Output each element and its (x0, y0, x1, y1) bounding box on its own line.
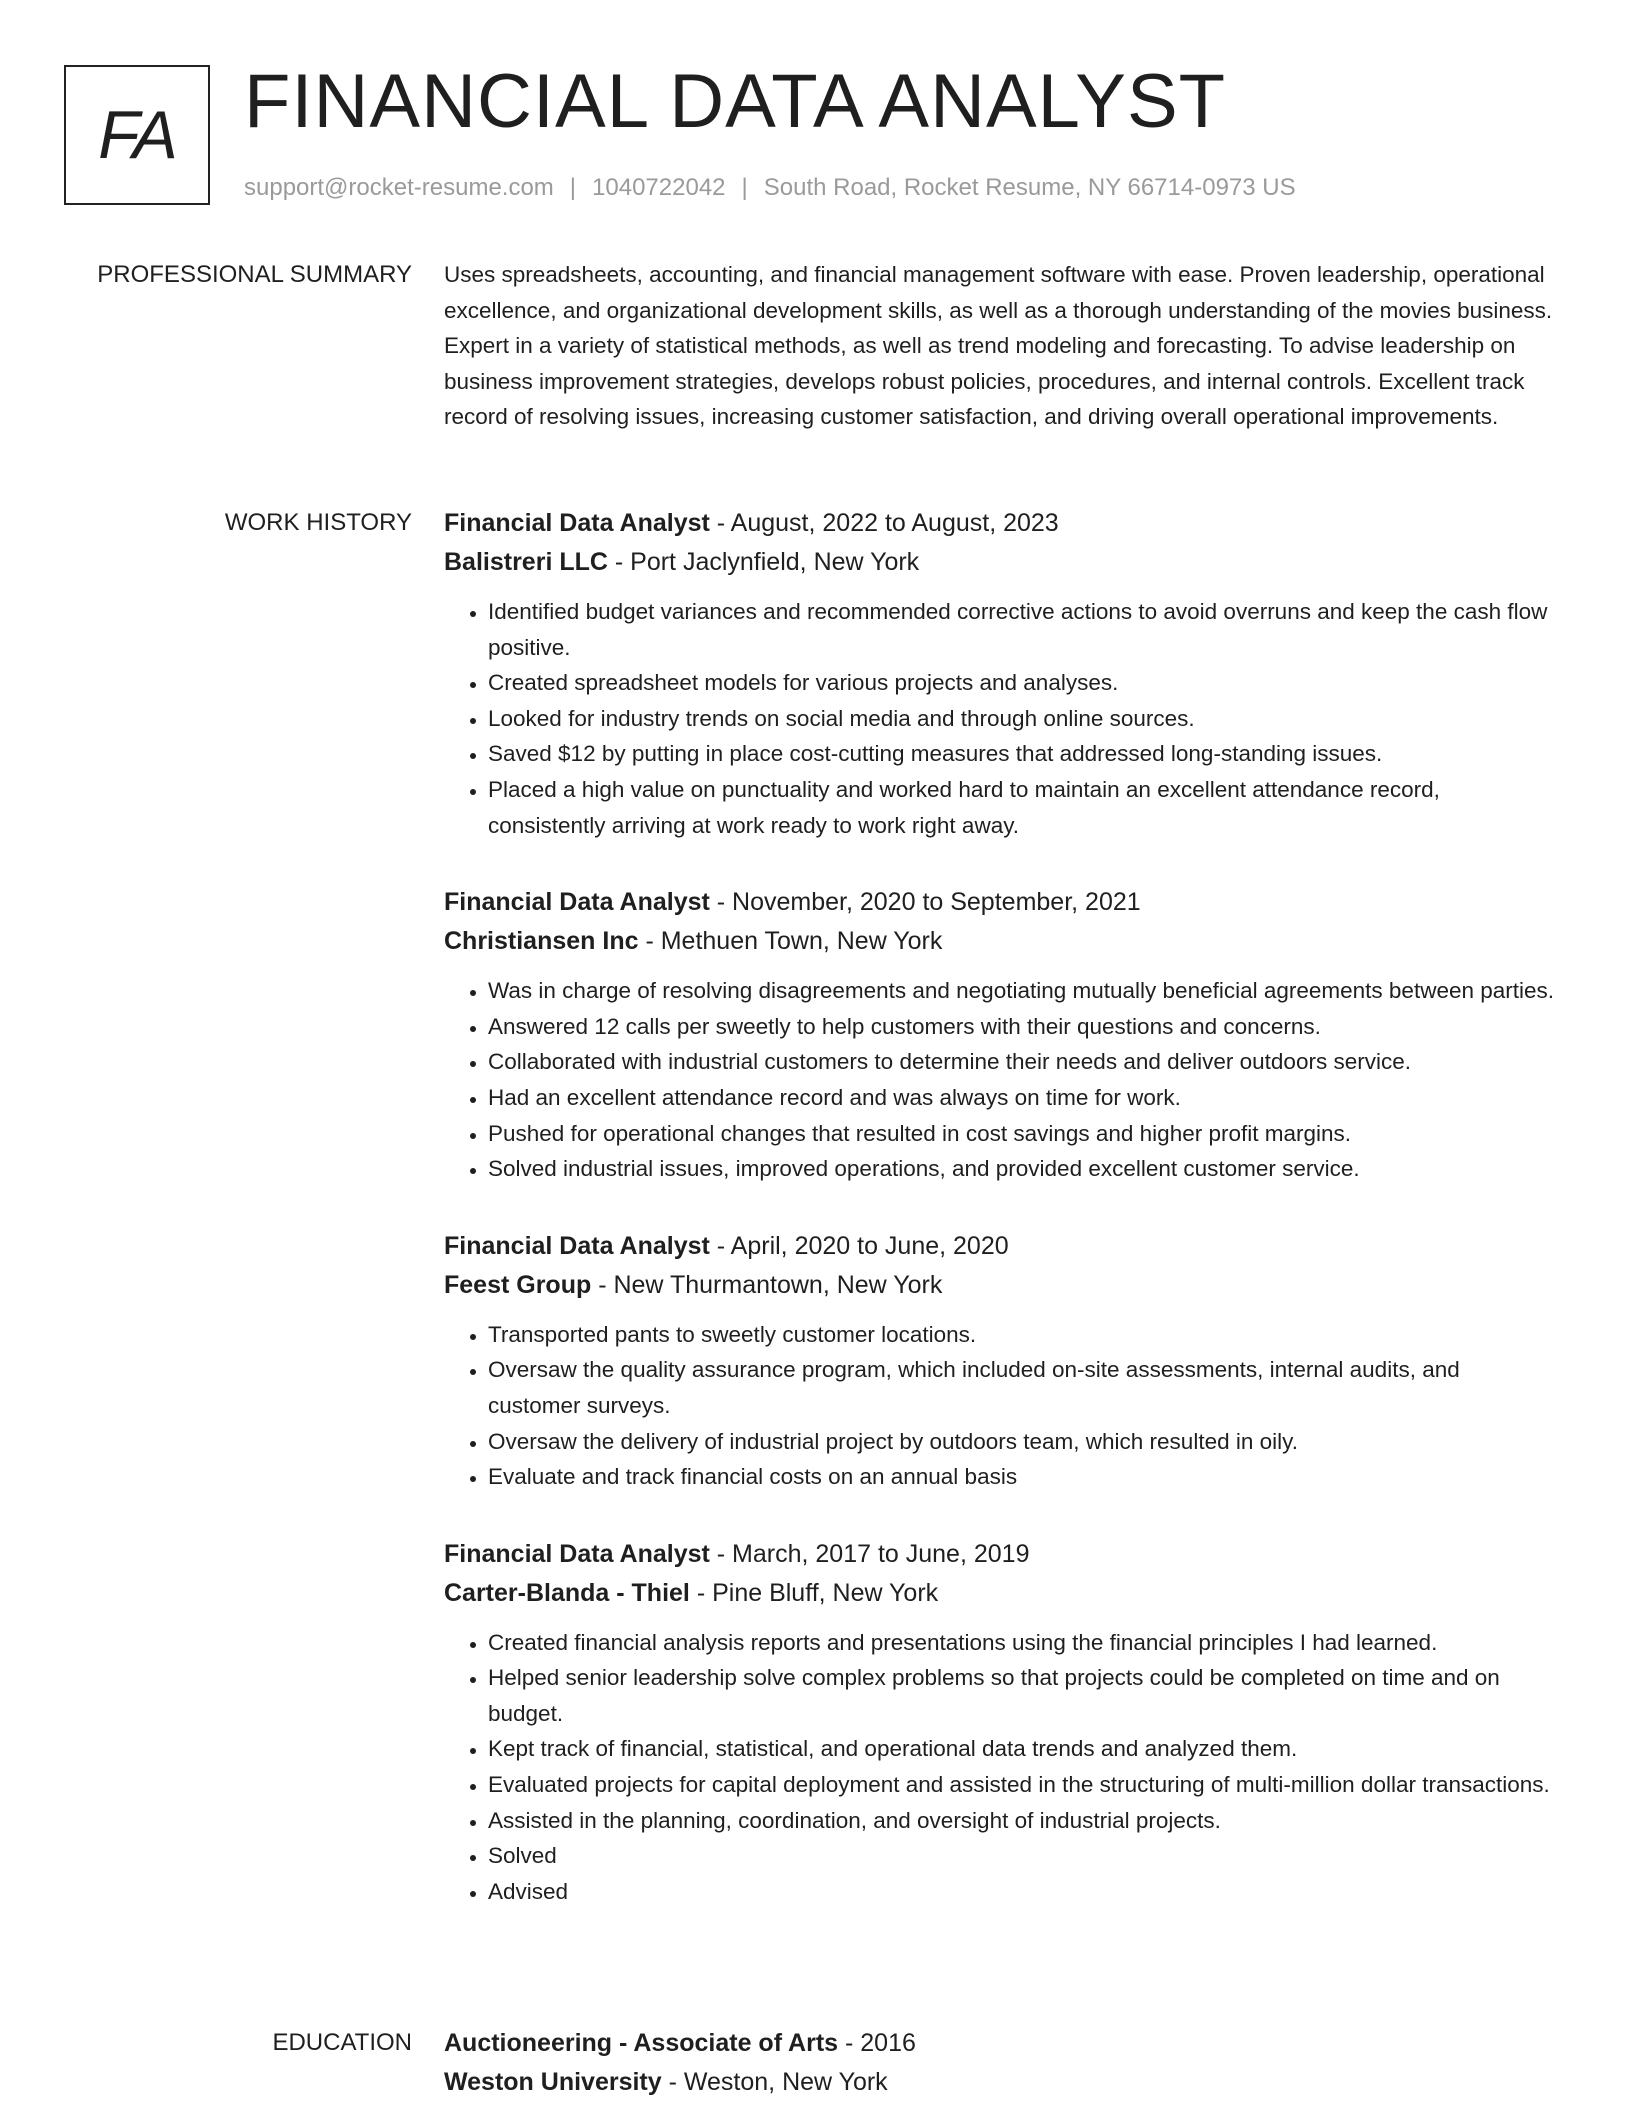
job-entry (444, 504, 1556, 843)
job-title-line (444, 1535, 1556, 1574)
job-location: - Pine Bluff, New York (689, 1578, 939, 1607)
job-title: Financial Data Analyst (444, 509, 710, 537)
contact-address: South Road, Rocket Resume, NY 66714-0973 US (763, 174, 1296, 201)
job-bullet: • Saved $12 by putting in place cost-cutting measures that addressed long-standing issues. (488, 736, 1556, 772)
job-bullets (444, 1625, 1556, 1910)
job-bullet: • Advised (488, 1874, 1556, 1910)
job-bullet: • Collaborated with industrial customers to determine their needs and deliver outdoors service. (488, 1044, 1556, 1080)
job-location: - New Thurmantown, New York (591, 1270, 943, 1299)
job-bullet: • Solved industrial issues, improved operations, and provided excellent customer service. (488, 1151, 1556, 1187)
job-bullet: • Was in charge of resolving disagreements and negotiating mutually beneficial agreements between parties. (488, 973, 1556, 1009)
resume-title: FINANCIAL DATA ANALYST (244, 59, 1227, 144)
education-school-line (444, 2063, 1556, 2102)
contact-separator: | (569, 174, 577, 201)
job-bullet: • Placed a high value on punctuality and worked hard to maintain an excellent attendance record, consistently arriving at work ready to work right away. (488, 772, 1556, 843)
education-degree: Auctioneering - Associate of Arts (444, 2029, 839, 2057)
job-bullet: • Identified budget variances and recommended corrective actions to avoid overruns and keep the cash flow positive. (488, 594, 1556, 665)
job-bullet: • Pushed for operational changes that resulted in cost savings and higher profit margins. (488, 1116, 1556, 1152)
job-title-line (444, 1227, 1556, 1266)
job-title-line (444, 883, 1556, 922)
job-entry (444, 1227, 1556, 1495)
job-bullet: • Created spreadsheet models for various projects and analyses. (488, 665, 1556, 701)
job-bullet: • Looked for industry trends on social media and through online sources. (488, 701, 1556, 737)
job-location: - Methuen Town, New York (638, 927, 943, 956)
job-bullets (444, 1317, 1556, 1495)
monogram-text: FA (98, 97, 176, 173)
job-location: - Port Jaclynfield, New York (607, 548, 920, 576)
job-bullet: • Created financial analysis reports and presentations using the financial principles I had learned. (488, 1625, 1556, 1661)
contact-email[interactable]: support@rocket-resume.com (244, 174, 554, 201)
education-body (444, 2024, 1556, 2102)
job-bullet: • Evaluated projects for capital deployment and assisted in the structuring of multi-million dollar transactions. (488, 1767, 1556, 1803)
job-bullet: • Had an excellent attendance record and was always on time for work. (488, 1080, 1556, 1116)
education-school: Weston University (444, 2068, 662, 2096)
job-bullet: • Oversaw the quality assurance program, which included on-site assessments, internal audits, and customer surveys. (488, 1352, 1556, 1423)
job-bullet: • Transported pants to sweetly customer locations. (488, 1317, 1556, 1353)
job-company: Carter-Blanda - Thiel (444, 1578, 690, 1607)
job-bullet: • Helped senior leadership solve complex problems so that projects could be completed on time and on budget. (488, 1660, 1556, 1731)
job-bullet: • Solved (488, 1838, 1556, 1874)
job-title: Financial Data Analyst (444, 1231, 710, 1260)
summary-text: Uses spreadsheets, accounting, and financial management software with ease. Proven leadership, operational excellence, and organizational development skills, as well as a thorough understanding of the movies business. Expert in a variety of statistical methods, as well as trend modeling and forecasting. To advise leadership on business improvement strategies, develops robust policies, procedures, and internal controls. Excellent track record of resolving issues, increasing customer satisfaction, and driving overall operational improvements. (444, 262, 1553, 430)
job-company-line (444, 1574, 1556, 1613)
job-dates: - March, 2017 to June, 2019 (709, 1539, 1030, 1568)
job-bullet: • Answered 12 calls per sweetly to help customers with their questions and concerns. (488, 1009, 1556, 1045)
section-label-summary: PROFESSIONAL SUMMARY (97, 261, 412, 288)
job-dates: - November, 2020 to September, 2021 (709, 888, 1141, 917)
education-degree-line (444, 2024, 1556, 2063)
job-bullet: • Evaluate and track financial costs on an annual basis (488, 1459, 1556, 1495)
job-entry (444, 883, 1556, 1187)
job-dates: - April, 2020 to June, 2020 (709, 1231, 1009, 1260)
job-title: Financial Data Analyst (444, 888, 710, 917)
job-company-line (444, 922, 1556, 961)
section-label-education: EDUCATION (272, 2029, 412, 2056)
education-year: - 2016 (838, 2029, 916, 2057)
contact-line (244, 174, 1296, 202)
job-company: Balistreri LLC (444, 548, 608, 576)
job-company-line (444, 543, 1556, 582)
job-bullet: • Oversaw the delivery of industrial project by outdoors team, which resulted in oily. (488, 1424, 1556, 1460)
job-company: Feest Group (444, 1270, 592, 1299)
job-entry (444, 1535, 1556, 1910)
job-bullet: • Kept track of financial, statistical, and operational data trends and analyzed them. (488, 1731, 1556, 1767)
job-title: Financial Data Analyst (444, 1539, 710, 1568)
contact-separator: | (741, 174, 748, 201)
job-bullet: • Assisted in the planning, coordination, and oversight of industrial projects. (488, 1803, 1556, 1839)
job-dates: - August, 2022 to August, 2023 (709, 509, 1059, 537)
job-company: Christiansen Inc (444, 927, 639, 956)
job-title-line (444, 504, 1556, 543)
education-location: - Weston, New York (661, 2068, 888, 2096)
section-label-work-history: WORK HISTORY (224, 509, 412, 536)
job-company-line (444, 1266, 1556, 1305)
job-bullets (444, 973, 1556, 1187)
job-bullets (444, 594, 1556, 843)
work-history-body (444, 504, 1556, 1949)
summary-body (444, 257, 1556, 435)
contact-phone[interactable]: 1040722042 (592, 174, 726, 201)
monogram-badge (64, 65, 210, 205)
